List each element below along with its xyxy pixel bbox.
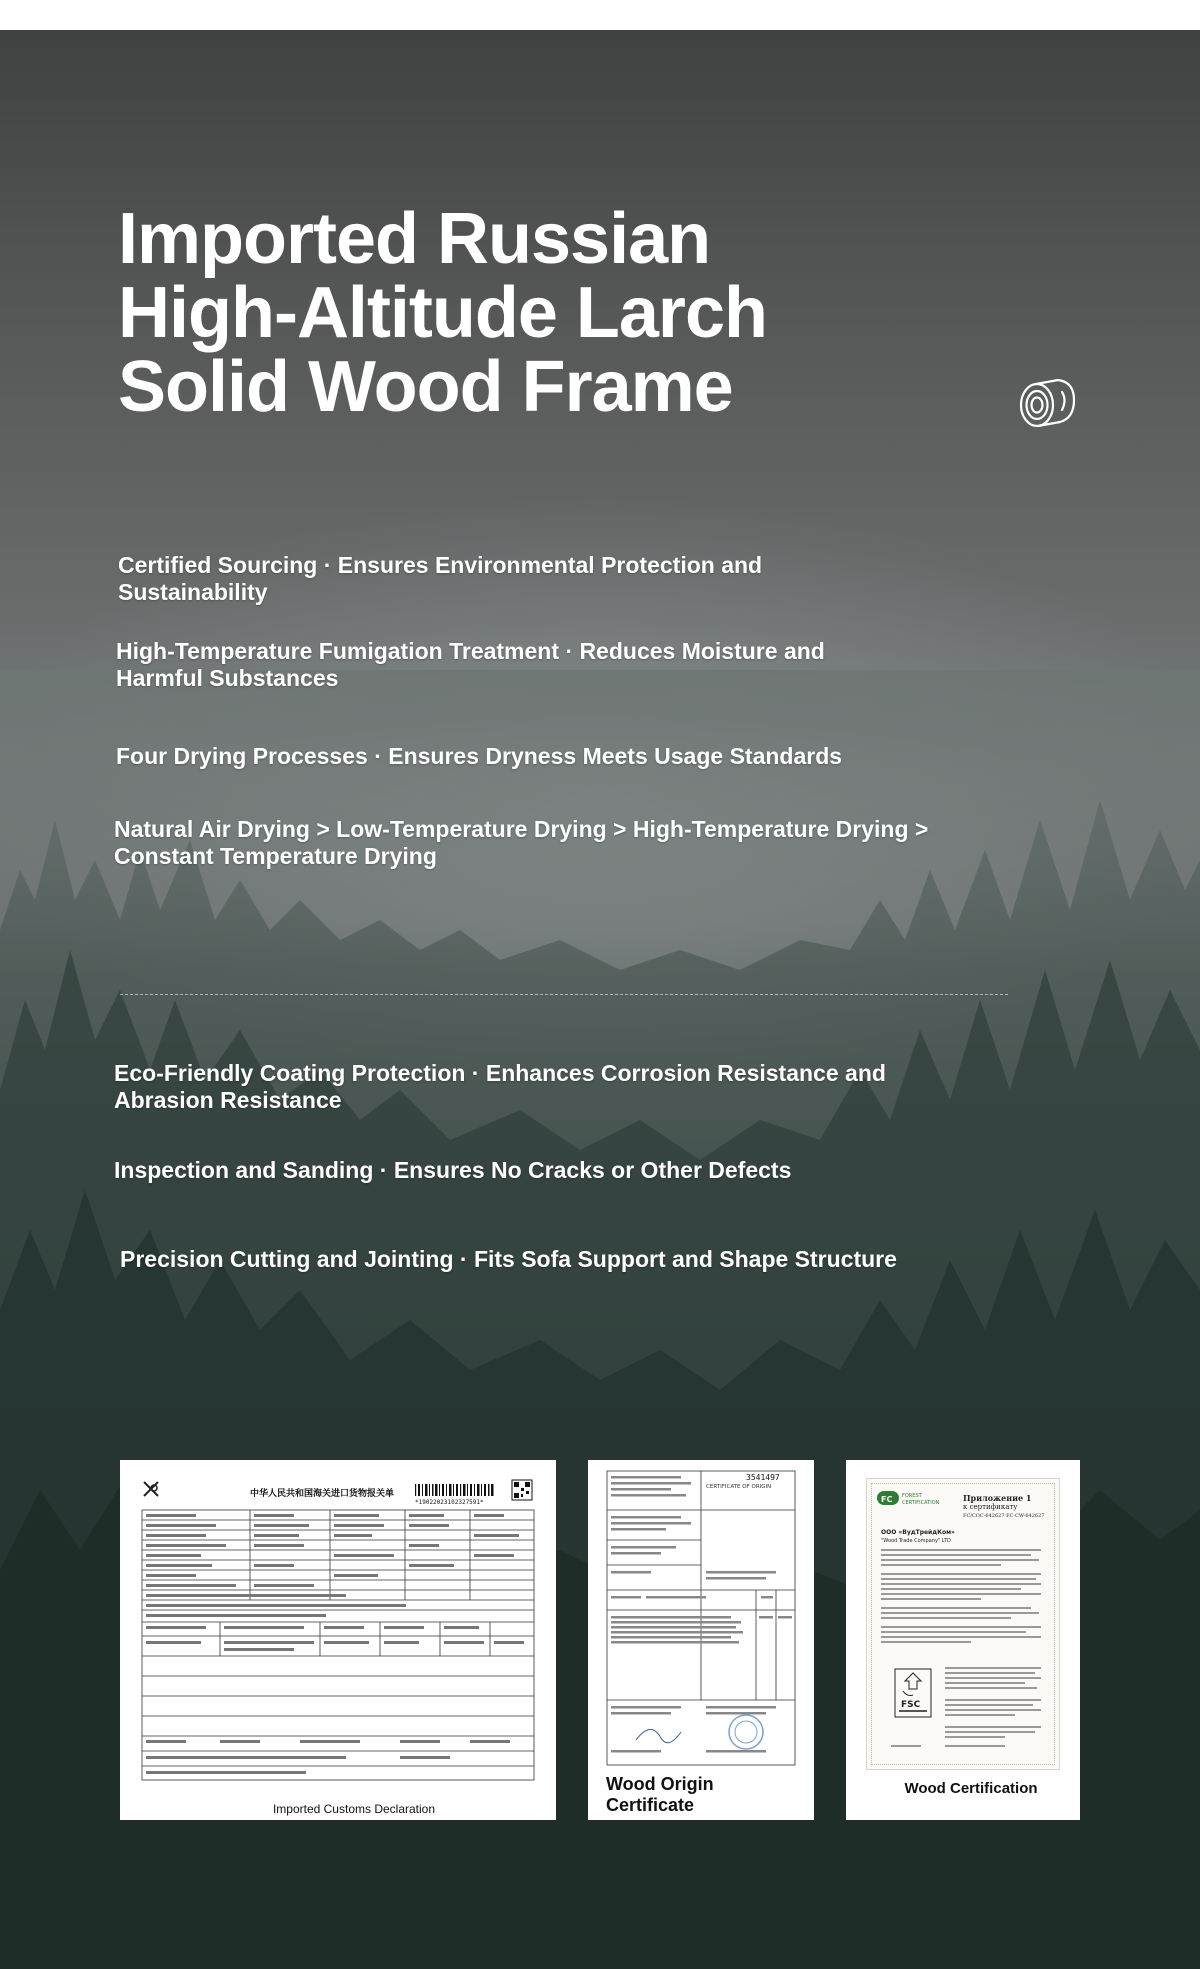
feature-inspection: Inspection and Sanding · Ensures No Cracks or Other Defects bbox=[114, 1157, 792, 1183]
origin-caption: Wood Origin Certificate bbox=[606, 1774, 714, 1815]
customs-heading: 中华人民共和国海关进口货物报关单 bbox=[250, 1489, 395, 1499]
origin-number: 3541497 bbox=[746, 1473, 780, 1482]
customs-declaration-card bbox=[120, 1460, 556, 1820]
feature-cutting: Precision Cutting and Jointing · Fits Sofa Support and Shape Structure bbox=[120, 1246, 897, 1272]
fsc-logo bbox=[895, 1669, 931, 1717]
wood-certification-document bbox=[866, 1478, 1060, 1770]
cert-code: FC/COC-642627 FC-CW-642627 bbox=[963, 1513, 1045, 1519]
feature-drying-processes: Four Drying Processes · Ensures Dryness Meets Usage Standards bbox=[116, 743, 843, 769]
origin-certificate-card bbox=[588, 1460, 814, 1820]
feature-coating: Eco-Friendly Coating Protection · Enhances Corrosion Resistance and Abrasion Resistance bbox=[114, 1060, 886, 1113]
svg-text:CERTIFICATE OF ORIGIN: CERTIFICATE OF ORIGIN bbox=[706, 1484, 772, 1490]
title-line: Imported Russian bbox=[118, 199, 711, 279]
dashed-divider bbox=[120, 994, 1008, 995]
cert-company: ООО «ВудТрейдКом» bbox=[881, 1529, 955, 1536]
customs-caption: Imported Customs Declaration bbox=[272, 1802, 436, 1816]
wood-certification-caption: Wood Certification bbox=[904, 1780, 1038, 1797]
hero-background bbox=[0, 30, 1200, 1969]
page-title bbox=[118, 199, 767, 427]
fsc-brand-line1: FOREST bbox=[902, 1493, 922, 1499]
feature-drying-steps: Natural Air Drying > Low-Temperature Drying > High-Temperature Drying > Constant Temperature Drying bbox=[114, 816, 929, 869]
title-line: High-Altitude Larch bbox=[118, 273, 767, 353]
feature-certified-sourcing: Certified Sourcing · Ensures Environmental Protection and Sustainability bbox=[118, 552, 763, 605]
stamp bbox=[729, 1715, 763, 1749]
cert-heading-2: к сертификату bbox=[963, 1503, 1018, 1511]
title-line: Solid Wood Frame bbox=[118, 347, 733, 427]
origin-certificate-document bbox=[606, 1470, 796, 1768]
feature-fumigation: High-Temperature Fumigation Treatment · Reduces Moisture and Harmful Substances bbox=[116, 638, 825, 691]
log-icon bbox=[1018, 378, 1076, 430]
cert-company-en: "Wood Trade Company" LTD bbox=[881, 1538, 951, 1544]
customs-declaration-document bbox=[140, 1476, 536, 1786]
svg-text:FSC: FSC bbox=[901, 1700, 921, 1710]
cert-heading-1: Приложение 1 bbox=[963, 1493, 1032, 1503]
svg-text:FC: FC bbox=[881, 1495, 893, 1504]
fsc-brand bbox=[877, 1489, 947, 1509]
customs-barcode-number: *19022023102327591* bbox=[415, 1499, 484, 1506]
fsc-brand-line2: CERTIFICATION bbox=[902, 1500, 940, 1506]
wood-certification-card bbox=[846, 1460, 1080, 1820]
